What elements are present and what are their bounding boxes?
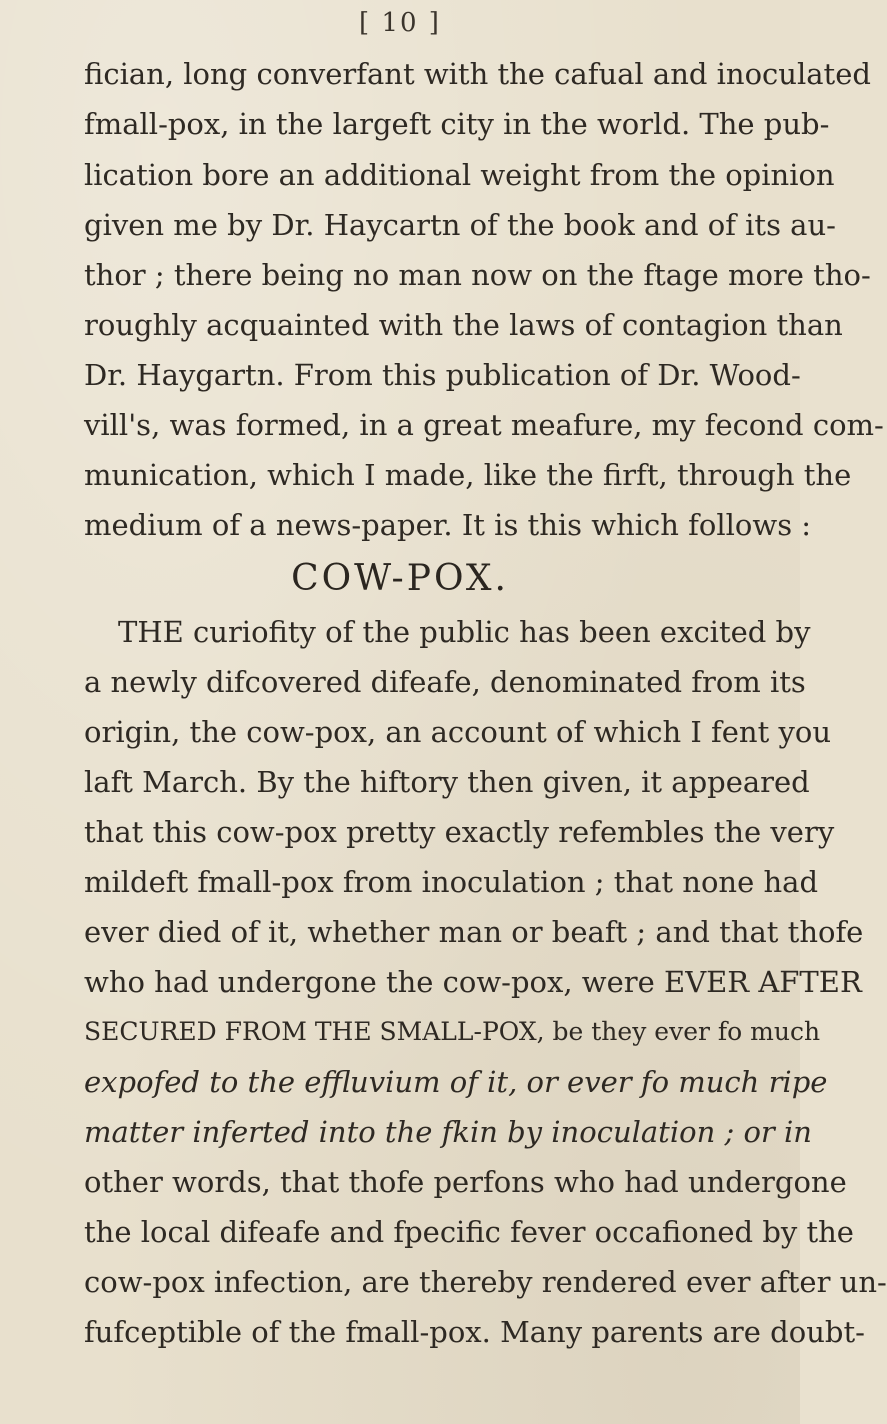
text-line: matter inferted into the fkin by inoculation ; or in [84, 1115, 812, 1149]
text-line: origin, the cow-pox, an account of which I fent you [84, 715, 832, 749]
text-line: thor ; there being no man now on the ftage more tho- [84, 258, 871, 292]
text-line: other words, that thofe perfons who had undergone [84, 1165, 847, 1199]
text-line: fufceptible of the fmall-pox. Many parents are doubt- [84, 1315, 865, 1349]
page-number: [ 10 ] [359, 8, 441, 38]
text-line: that this cow-pox pretty exactly refembles the very [84, 815, 835, 849]
text-line: the local difeafe and fpecific fever occafioned by the [84, 1215, 854, 1249]
text-line: a newly difcovered difeafe, denominated from its [84, 665, 806, 699]
text-line: roughly acquainted with the laws of contagion than [84, 308, 843, 342]
text-line: laft March. By the hiftory then given, it appeared [84, 765, 810, 799]
text-line: SECURED FROM THE SMALL-POX, be they ever fo much [84, 1017, 821, 1046]
text-line: given me by Dr. Haycartn of the book and of its au- [84, 208, 836, 242]
text-line: munication, which I made, like the firft, through the [84, 458, 852, 492]
text-line: who had undergone the cow-pox, were EVER AFTER [84, 965, 862, 999]
text-line: cow-pox infection, are thereby rendered ever after un- [84, 1265, 887, 1299]
text-line: Dr. Haygartn. From this publication of Dr. Wood- [84, 358, 801, 392]
text-line: fician, long converfant with the cafual and inoculated [84, 57, 871, 91]
text-line: ever died of it, whether man or beaft ; and that thofe [84, 915, 864, 949]
text-line: fmall-pox, in the largeft city in the world. The pub- [84, 107, 830, 141]
text-line: lication bore an additional weight from the opinion [84, 158, 835, 192]
section-heading: COW-POX. [291, 558, 509, 599]
text-line: vill's, was formed, in a great meafure, my fecond com- [84, 408, 884, 442]
text-line: mildeft fmall-pox from inoculation ; that none had [84, 865, 819, 899]
text-line: THE curiofity of the public has been excited by [118, 615, 811, 649]
text-line: medium of a news-paper. It is this which follows : [84, 508, 812, 542]
text-line: expofed to the effluvium of it, or ever fo much ripe [84, 1065, 828, 1099]
